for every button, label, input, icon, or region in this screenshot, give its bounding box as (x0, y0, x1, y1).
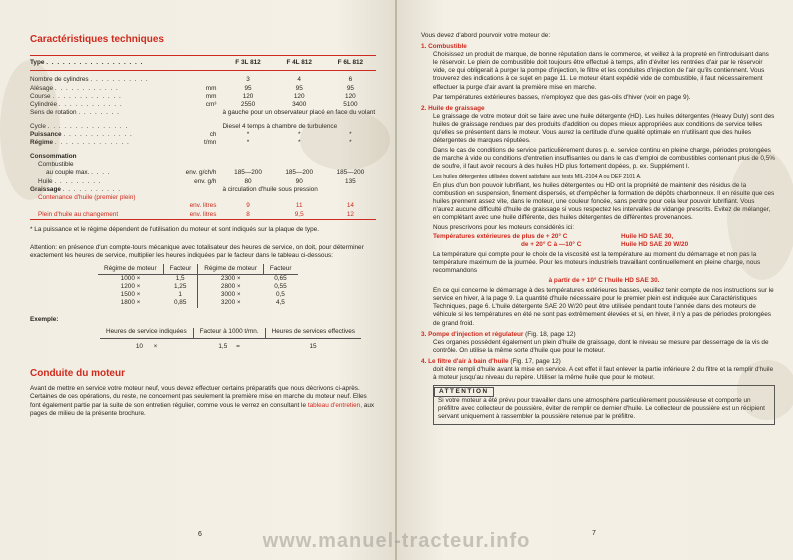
intro-text: Vous devez d'abord pourvoir votre moteur de: (421, 32, 551, 39)
attention-title: ATTENTION (434, 387, 494, 397)
page-number: 7 (592, 529, 596, 537)
conduite-title: Conduite du moteur (30, 368, 125, 380)
left-page (0, 0, 396, 560)
footnote: * La puissance et le régime dépendent de l'utilisation du moteur et sont indiqués sur la plaque de type. (30, 226, 319, 234)
factor-row: 1200 × 1,25 2800 × 0,55 (120, 283, 287, 291)
spec-row: Puissance . . . . . . . . . . . . . ch * * * (30, 131, 352, 139)
page-number: 6 (198, 531, 202, 538)
factor-row: 1800 × 0,85 3200 × 4,5 (120, 299, 285, 307)
watermark-text: www.manuel-tracteur.info (262, 530, 531, 552)
oil-spec-line: de + 20° C à —10° C Huile HD SAE 20 W/20 (521, 240, 689, 248)
specs-header-row: Type . . . . . . . . . . . . . . . . . . F 3L 812 F 4L 812 F 6L 812 (30, 56, 376, 71)
item-pompe: 3. Pompe d'injection et régulateur (Fig. 18, page 12) Ces organes possèdent également un plein d'huile de graissage, dont le niveau se mesure par desserrage de la vis de contrôle. On utilise la même sorte d'huile que pour le moteur. (421, 330, 769, 354)
spec-row: env. litres 9 11 14 (189, 202, 354, 210)
example-title: Exemple: (30, 315, 59, 323)
spec-row: Graissage . . . . . . . . . . . à circulation d'huile sous pression (30, 185, 318, 193)
spec-row: Huile . . . . . . . . . env. g/h 80 90 135 (38, 177, 356, 185)
example-table: Heures de service indiquées Facteur à 1000 t/mn. Heures de services effectives 10 × 1,5 = 15 (100, 328, 361, 351)
oil-spec-line: Températures extérieures de plus de + 20° C Huile HD SAE 30, (433, 232, 674, 240)
spec-row: Sens de rotation . . . . . . . . à gauche pour un observateur placé en face du volant (30, 109, 376, 117)
spec-row: Régime . . . . . . . . . . . . . . t/mn * * * (30, 139, 352, 147)
conduite-text: Avant de mettre en service votre moteur neuf, vous devez effectuer certains préparatifs que nous décrivons ci-après. Certaines de ces opérations, du reste, ne concernent pas seulement la première mise en marche du moteur neuf. Elles font également partie par la suite de son entretien régulier, comme vous le verrez en consultant le tableau d'entretien, aux pages de milieu de la présente brochure. (30, 385, 375, 417)
col-header: F 6L 812 (325, 56, 376, 71)
right-page (397, 0, 793, 560)
spec-row: Cycle . . . . . . . . . . . . . . . Diesel 4 temps à chambre de turbulence (30, 122, 338, 130)
item-filtre: 4. Le filtre d'air à bain d'huile (Fig. 17, page 12) doit être rempli d'huile avant la mise en service. A cet effet il faut enlever la partie inférieure 2 du filtre et la remplir d'huile à moteur jusqu'au niveau du repère. Utiliser la même huile que pour le moteur. (421, 357, 774, 382)
type-label: Type (30, 59, 45, 66)
spec-row: au couple max. . . . . env. g/ch/h 185—200 185—200 185—200 (46, 169, 365, 177)
maintenance-link[interactable]: tableau d'entretien, (307, 401, 362, 409)
col-header: F 4L 812 (274, 56, 325, 71)
oil-recommendation: à partir de + 10° C l'huile HD SAE 30. (548, 277, 660, 285)
factor-row: 1000 × 1,5 2300 × 0,65 (120, 274, 287, 282)
counter-note: Attention: en présence d'un compte-tours mécanique avec totalisateur des heures de service, on doit, pour déterminer exactement les heures de service, multiplier les heures indiquées par le facteur dans le tableau ci-dessous: (30, 244, 364, 260)
item-combustible: 1. Combustible Choisissez un produit de marque, de bonne réputation dans le commerce, et veillez à la propreté en l'introduisant dans le réservoir. Le plein de combustible doit toujours être effectué à temps, afin d'éviter les rentrées d'air par le réservoir vide, ce qui obligerait à purger la pompe d'injection, le filtre et les conduites d'injection de l'air qu'ils contiennent. Vous trouverez des indications à ce sujet en page 11. Le moteur étant expédié vide de combustible, il faut nécessairement effectuer la purge d'air avant la première mise en marche. Par températures extérieures basses, n'employez que des gas-oils d'hiver (voir en page 9). (421, 43, 769, 101)
factor-row: 1500 × 1 3000 × 0,5 (120, 291, 285, 299)
spec-row: Nombre de cylindres . . . . . . . . . . . 3 4 6 (30, 76, 353, 84)
spec-row: Alésage . . . . . . . . . . . . mm 95 95 95 (30, 84, 354, 92)
specs-table: Type . . . . . . . . . . . . . . . . . . F 3L 812 F 4L 812 F 6L 812 Nombre de cylindres . . . . . . . . . . . 3 4 6 Alésage . . . . . . . . . . . . mm 95 95 95 Course . . . . . . . . . . . . . mm 120 120 120 Cylindrée . . . . . . . . . . . . cm³ 2550 3400 5100 Sens de rotation . . . . . . . . à gauche pour un observateur placé en face du volant Cycle . . . . . . . . . . . . . . . Diesel 4 temps à chambre de turbulence Puissance . . . . . . . . . . . . . ch * * * Régime . . . . . . . . . . . . . . t/mn * * * Consommation Combustible au couple max. . . . . env. g/ch/h 185—200 185—200 185—200 Huile . . . . . . . . . env. g/h 80 90 135 Graissage . . . . . . . . . . . à circulation d'huile sous pression Contenance d'huile (premier plein) env. litres 9 11 14 Plein d'huile au changement env. litres 8 9,5 12 (30, 55, 376, 220)
attention-text: Si votre moteur a été prévu pour travailler dans une atmosphère particulièrement poussiéreuse et comporte un préfiltre avec collecteur de poussière, éviter de remplir ce dernier d'huile. Le collecteur de poussière est un récipient servant uniquement à rassembler la poussière retenue par le préfiltre. (438, 397, 765, 421)
factor-table: Régime de moteur Facteur Régime de moteur Facteur 1000 × 1,5 2300 × 0,65 1200 × 1,25 2800 × 0,55 1500 × 1 3000 × 0,5 1800 × 0,85 3200 × 4,5 (98, 264, 298, 307)
col-header: F 3L 812 (222, 56, 273, 71)
item-huile: 2. Huile de graissage Le graissage de votre moteur doit se faire avec une huile détergente (HD). Les huiles détergentes (Heavy Duty) sont des huiles de graissage rendues par des produits d'addition ou dopes mieux appropriées aux conditions de service telles qu'elles se présentent dans le moteur. Vous aurez la certitude d'une qualité optimale en n'utilisant que des huiles détergentes de marques réputées. Dans le cas de conditions de service particulièrement dures p. e. service continu en pleine charge, périodes prolongées de marche à vide ou conditions d'entretien insuffisantes ou dans le cas d'emploi de combustibles contenant plus de 0,5% de soufre, il faut avoir recours à des huiles HD plus fortement dopées, p. ex. Supplément I. Les huiles détergentes utilisées doivent satisfaire aux tests MIL-2104 A ou DEF 2101 A. En plus d'un bon pouvoir lubrifiant, les huiles détergentes ou HD ont la propriété de maintenir des résidus de la combustion en suspension, finement dispersés, et d'empêcher la formation de dépôts charbonneux. Il en résulte que ces huiles prennent assez vite, dans le moteur, une couleur foncée, sans perdre pour cela leur pouvoir lubrifiant. Vous n'aurez aucune difficulté d'huile de graissage si vous respectez les intervalles de vidange prescrits. Evitez de mélanger, en complétant avec une huile différente, des huiles détergentes de différentes provenances. Nous prescrivons pour les moteurs considérés ici: Températures extérieures de plus de + 20° C Huile HD SAE 30, de + 20° C à —10° C Huile HD SAE 20 W/20 La température qui compte pour le choix de la viscosité est la température au moment du démarrage et non pas la température maximum de la journée. Pour les moteurs industriels travaillant continuellement en pleine charge, nous recommandons à partir de + 10° C l'huile HD SAE 30. En ce qui concerne le démarrage à des températures extérieures basses, veuillez tenir compte de nos instructions sur le service en hiver, à la page 9. La quantité d'huile nécessaire pour le premier plein est indiquée aux Caractéristiques Techniques, page 6. L'huile détergente SAE 20 W/20 peut être utilisée pendant toute l'année dans des moteurs de véhicule si les températures en été ne sont pas extrêmement élevées et si, en hiver, il n'y a pas de périodes prolongées de grand froid. (421, 104, 775, 327)
attention-box (433, 385, 775, 424)
spec-row: Contenance d'huile (premier plein) (38, 194, 136, 202)
spec-row: Plein d'huile au changement env. litres 8 9,5 12 (30, 211, 376, 220)
spec-row: Course . . . . . . . . . . . . . mm 120 120 120 (30, 92, 356, 100)
spec-row: Cylindrée . . . . . . . . . . . . cm³ 2550 3400 5100 (30, 101, 358, 109)
specs-title: Caractéristiques techniques (30, 34, 164, 45)
